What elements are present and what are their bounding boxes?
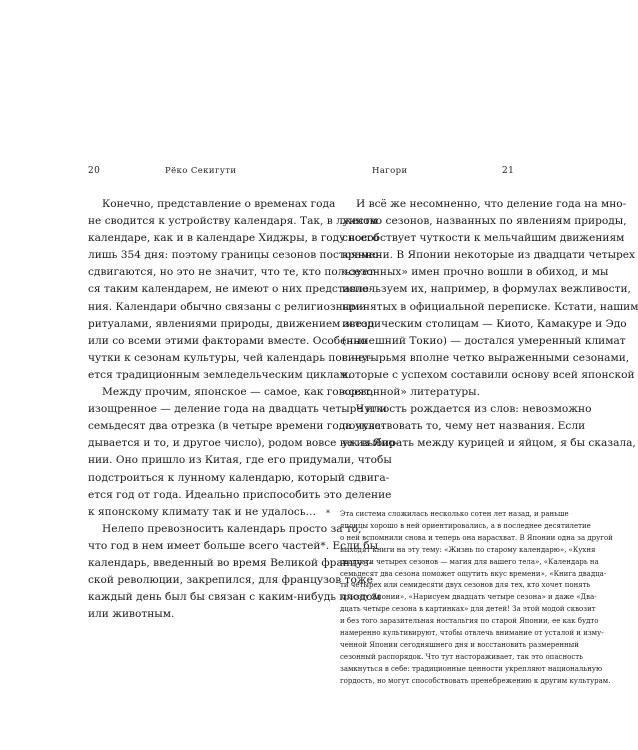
footnote bbox=[340, 509, 613, 688]
text-line: или со всеми этими факторами вместе. Особенно bbox=[88, 334, 367, 347]
right-running-head: Нагори bbox=[372, 166, 408, 176]
text-line: нии. Оно пришло из Китая, где его придумали, чтобы bbox=[88, 454, 392, 467]
text-line: лишь 354 дня: поэтому границы сезонов постоянно bbox=[88, 249, 379, 262]
text-line: которые с успехом составили основу всей японской bbox=[342, 368, 635, 381]
footnote-line: и без того заразительная ностальгия по старой Японии, ее как будто bbox=[340, 617, 599, 626]
footnote-line: японцы хорошо в ней ориентировались, а в последнее десятилетие bbox=[340, 521, 591, 530]
footnote-line: Эта система сложилась несколько сотен лет назад, и раньше bbox=[340, 510, 569, 518]
footnote-line: выходят книги на эту тему: «Жизнь по старому календарю», «Кухня bbox=[340, 545, 596, 554]
footnote-line: красоту Японии», «Нарисуем двадцать четыре сезона» и даже «Два- bbox=[340, 593, 597, 602]
footnote-line: дцать четыре сезона в картинках» для детей! За этой модой сквозит bbox=[340, 605, 596, 614]
footnote-line: замкнуться в себе: традиционные ценности укрепляют национальную bbox=[340, 664, 603, 673]
text-line: уж выбирать между курицей и яйцом, я бы сказала, bbox=[342, 437, 636, 450]
text-line: Чуткость рождается из слов: невозможно bbox=[356, 403, 592, 416]
text-line: (нынешний Токио) — достался умеренный климат bbox=[342, 334, 626, 347]
text-line: подстроиться к лунному календарю, который сдвига- bbox=[88, 471, 390, 484]
text-line: способствует чуткости к мельчайшим движениям bbox=[342, 232, 625, 245]
text-line: «сезонной» литературы. bbox=[342, 386, 480, 399]
text-line: к японскому климату так и не удалось… bbox=[88, 505, 317, 518]
footnote-line: ченной Японии сегодняшнего дня и восстановить размеренный bbox=[340, 640, 579, 649]
text-line: принятых в официальной переписке. Кстати, нашим bbox=[342, 300, 638, 313]
footnote-line: двадцати четырех сезонов — магия для вашего тела», «Календарь на bbox=[340, 557, 599, 566]
footnote-line: сезонный распорядок. Что тут настораживает, так это опасность bbox=[340, 652, 583, 661]
text-line: календарь, введенный во время Великой француз- bbox=[88, 556, 373, 569]
left-folio: 20 bbox=[88, 166, 101, 176]
text-line: почувствовать то, чему нет названия. Если bbox=[342, 420, 586, 433]
text-line: ритуалами, явлениями природы, движением звезд bbox=[88, 317, 375, 330]
footnote-line: о ней вспомнили снова и теперь она нарасхват. В Японии одна за другой bbox=[340, 533, 613, 542]
text-line: Между прочим, японское — самое, как говорят, bbox=[102, 386, 374, 399]
footnote-line: гордость, но могут способствовать пренебрежению к другим культурам. bbox=[340, 676, 611, 685]
text-line: что год в нем имеет больше всего частей*. Если бы bbox=[88, 539, 379, 552]
footnote-line: ти четырех или семидесяти двух сезонов для тех, кто хочет понять bbox=[340, 581, 591, 590]
text-line: ся таким календарем, не имеют о них представле- bbox=[88, 283, 373, 296]
text-line: сдвигаются, но это не значит, что те, кто пользует- bbox=[88, 266, 378, 279]
left-running-head: Рёко Секигути bbox=[165, 166, 237, 176]
footnote-line: намеренно культивируют, чтобы отвлечь внимание от усталой и изму- bbox=[340, 629, 604, 638]
text-line: И всё же несомненно, что деление года на мно- bbox=[356, 198, 627, 210]
text-line: семьдесят два отрезка (в четыре времени года укла- bbox=[88, 420, 385, 433]
right-folio: 21 bbox=[502, 166, 515, 176]
text-line: ния. Календари обычно связаны с религиозными bbox=[88, 300, 367, 313]
text-line: или животным. bbox=[88, 608, 175, 621]
right-body-text bbox=[342, 196, 638, 452]
text-line: изощренное — деление года на двадцать четыре или bbox=[88, 403, 387, 416]
text-line: жество сезонов, названных по явлениям природы, bbox=[342, 215, 627, 228]
text-line: времени. В Японии некоторые из двадцати четырех bbox=[342, 249, 636, 262]
footnote-line: семьдесят два сезона поможет ощутить вкус времени», «Книга двадца- bbox=[340, 569, 607, 578]
text-line: используем их, например, в формулах вежливости, bbox=[342, 283, 631, 296]
text-line: Конечно, представление о временах года bbox=[102, 198, 336, 210]
footnote-marker: * bbox=[326, 509, 330, 518]
text-line: ется традиционным земледельческим циклам. bbox=[88, 368, 352, 381]
text-line: «сезонных» имен прочно вошли в обиход, и мы bbox=[342, 266, 609, 279]
text-line: ской революции, закрепился, для французов тоже bbox=[88, 574, 373, 587]
text-line: Нелепо превозносить календарь просто за то, bbox=[102, 522, 362, 535]
text-line: не сводится к устройству календаря. Так, в лунном bbox=[88, 215, 378, 228]
text-line: историческим столицам — Киото, Камакуре и Эдо bbox=[342, 317, 627, 330]
text-line: каждый день был бы связан с каким-нибудь плодом bbox=[88, 591, 381, 604]
text-line: дывается и то, и другое число), родом вовсе не из Япо- bbox=[88, 437, 399, 450]
text-line: календаре, как и в календаре Хиджры, в году всего bbox=[88, 232, 379, 245]
text-line: чутки к сезонам культуры, чей календарь повину- bbox=[88, 351, 372, 364]
text-line: с четырьмя вполне четко выраженными сезонами, bbox=[342, 351, 630, 364]
text-line: ется год от года. Идеально приспособить это деление bbox=[88, 488, 392, 501]
